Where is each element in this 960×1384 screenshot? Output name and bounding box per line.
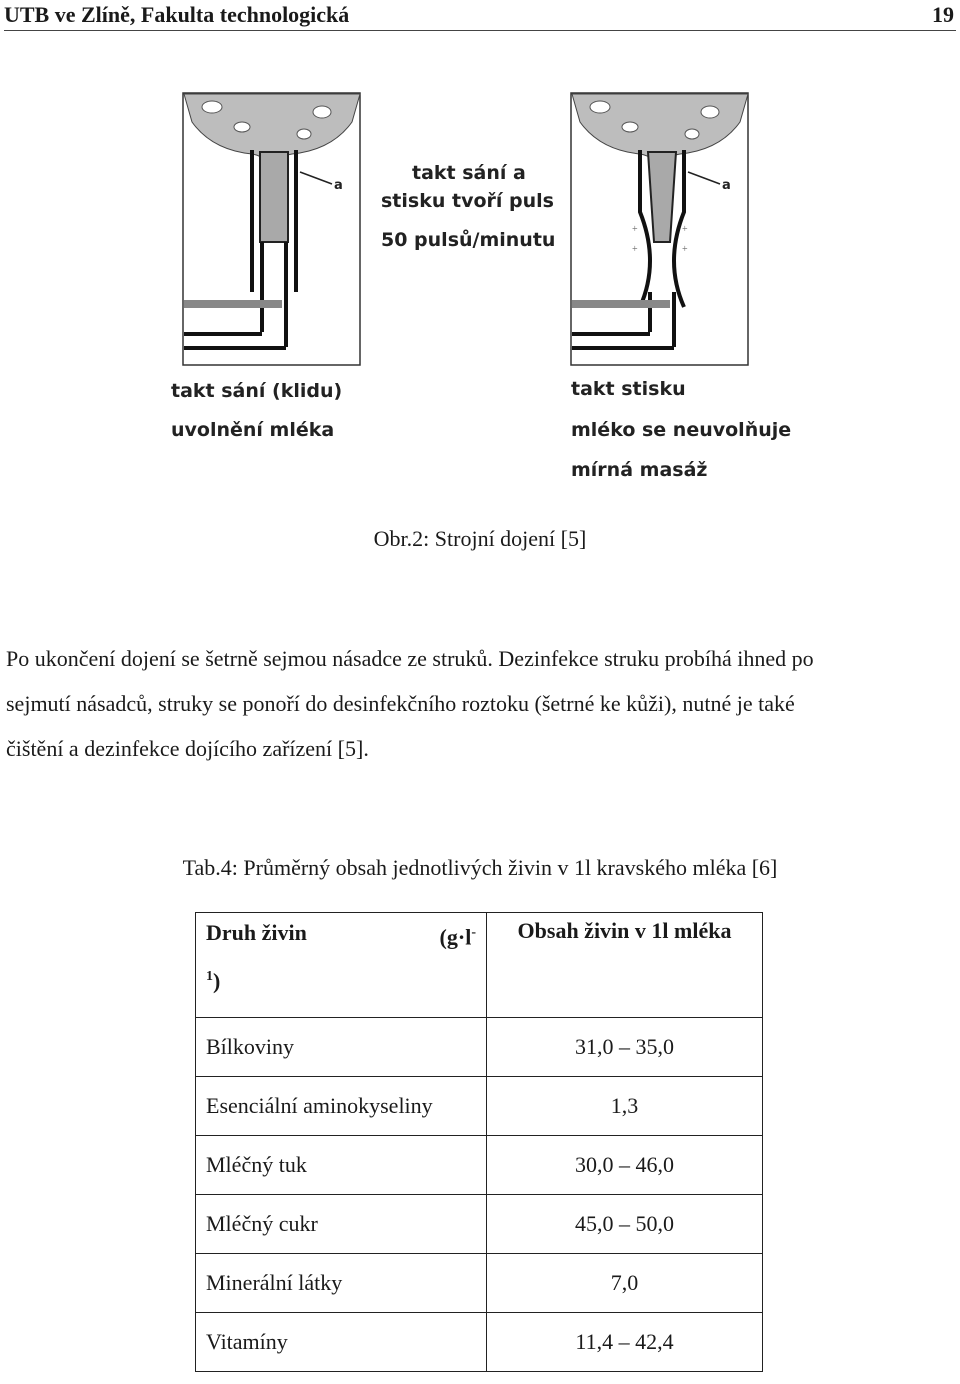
header-unit-sup: - — [471, 925, 476, 940]
nutrient-value-cell: 7,0 — [487, 1254, 763, 1313]
table-row — [196, 1018, 763, 1077]
svg-text:+: + — [682, 244, 688, 255]
table-row — [196, 1077, 763, 1136]
svg-text:+: + — [632, 224, 638, 235]
svg-text:+: + — [632, 244, 638, 255]
paragraph-line: sejmutí násadců, struky se ponoří do desinfekčního roztoku (šetrné ke kůži), nutné je také — [6, 691, 795, 716]
nutrients-table — [195, 912, 763, 1372]
svg-text:+: + — [682, 224, 688, 235]
header-cell-nutrient — [196, 913, 487, 1018]
milking-diagram-suction — [182, 92, 362, 367]
table-row — [196, 1195, 763, 1254]
header-content-label: Obsah živin v 1l mléka — [517, 918, 732, 943]
figure-middle-line2: stisku tvoří puls — [381, 190, 554, 212]
table-row — [196, 1254, 763, 1313]
figure-middle-line3: 50 pulsů/minutu — [381, 229, 556, 251]
header-unit-close: ) — [213, 968, 221, 994]
pointer-label-a-left: a — [334, 178, 343, 193]
figure-right-line3: mírná masáž — [571, 459, 708, 481]
nutrient-name-cell: Minerální látky — [196, 1254, 487, 1313]
body-paragraph — [6, 636, 954, 771]
nutrient-name-cell: Bílkoviny — [196, 1018, 487, 1077]
figure-left-line1: takt sání (klidu) — [171, 380, 343, 402]
table-header-row — [196, 913, 763, 1018]
nutrient-name-cell: Mléčný cukr — [196, 1195, 487, 1254]
figure-right-line1: takt stisku — [571, 378, 686, 400]
table-caption: Tab.4: Průměrný obsah jednotlivých živin v 1l kravského mléka [6] — [182, 855, 778, 880]
nutrient-value-cell: 45,0 – 50,0 — [487, 1195, 763, 1254]
nutrient-value-cell: 1,3 — [487, 1077, 763, 1136]
milking-diagram-compression — [570, 92, 750, 367]
nutrient-name-cell: Mléčný tuk — [196, 1136, 487, 1195]
header-cell-content — [487, 913, 763, 1018]
header-unit-part: (g·l — [439, 924, 472, 950]
pointer-label-a-right: a — [722, 178, 731, 193]
paragraph-line: Po ukončení dojení se šetrně sejmou násadce ze struků. Dezinfekce struku probíhá ihned po — [6, 646, 814, 671]
page-number: 19 — [932, 2, 954, 27]
table-row — [196, 1313, 763, 1372]
header-nutrient-label: Druh živin — [206, 920, 307, 945]
nutrient-name-cell: Vitamíny — [196, 1313, 487, 1372]
table-row — [196, 1136, 763, 1195]
header-unit-exponent: 1 — [206, 969, 213, 985]
nutrient-value-cell: 30,0 – 46,0 — [487, 1136, 763, 1195]
nutrient-value-cell: 31,0 – 35,0 — [487, 1018, 763, 1077]
figure-middle-line1: takt sání a — [412, 162, 526, 184]
figure-right-line2: mléko se neuvolňuje — [571, 419, 792, 441]
nutrient-name-cell: Esenciální aminokyseliny — [196, 1077, 487, 1136]
figure-caption: Obr.2: Strojní dojení [5] — [373, 526, 587, 551]
nutrient-value-cell: 11,4 – 42,4 — [487, 1313, 763, 1372]
paragraph-line: čištění a dezinfekce dojícího zařízení [5]. — [6, 736, 369, 761]
header-title: UTB ve Zlíně, Fakulta technologická — [4, 2, 350, 27]
figure-left-line2: uvolnění mléka — [171, 419, 335, 441]
page-header — [4, 0, 956, 31]
